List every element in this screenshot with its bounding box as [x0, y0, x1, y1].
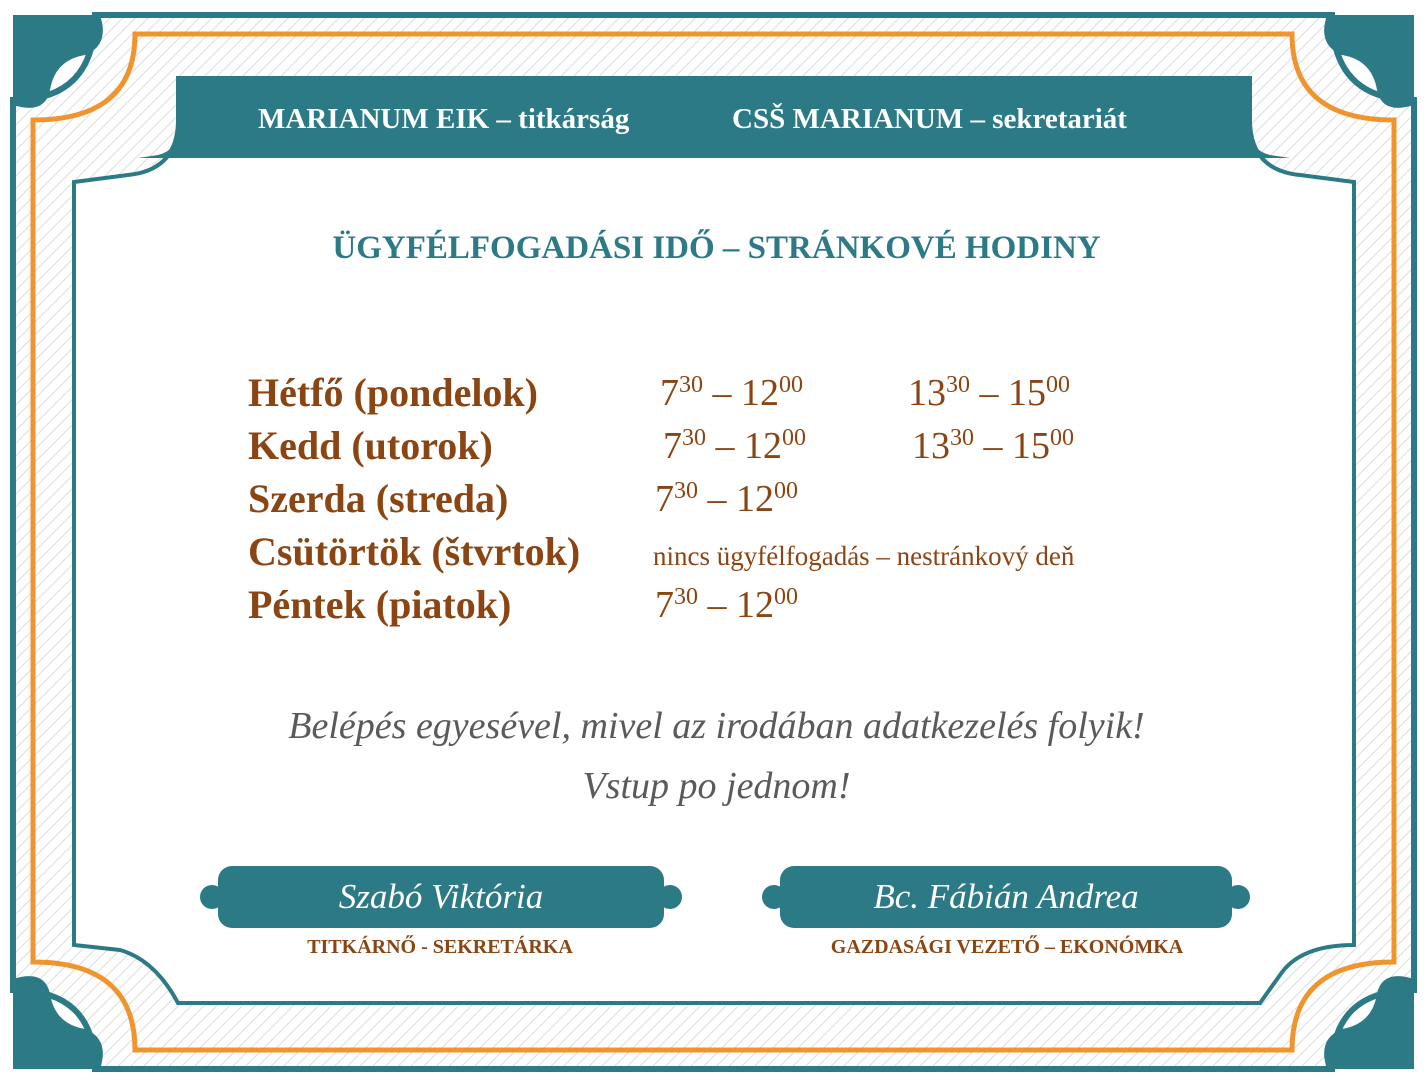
day-label: Kedd (utorok) [248, 423, 493, 468]
contact-name-economist: Bc. Fábián Andrea [873, 877, 1139, 916]
time-range-morning: $7^{30} - 12^{00}$ [660, 372, 803, 414]
contact-role-secretary: TITKÁRNŐ - SEKRETÁRKA [307, 936, 573, 958]
day-label: Hétfő (pondelok) [248, 370, 538, 415]
header-left-title: MARIANUM EIK – titkárság [258, 103, 630, 135]
time-range-morning: $7^{30} - 12^{00}$ [655, 478, 798, 520]
day-label: Csütörtök (štvrtok) [248, 529, 581, 574]
contact-name-secretary: Szabó Viktória [338, 877, 544, 916]
schedule-row-tuesday [0, 419, 1427, 473]
schedule-row-thursday [0, 525, 1427, 579]
contact-role-economist: GAZDASÁGI VEZETŐ – EKONÓMKA [830, 936, 1184, 958]
page-title: ÜGYFÉLFOGADÁSI IDŐ – STRÁNKOVÉ HODINY [332, 230, 1101, 266]
schedule-row-friday [0, 578, 1427, 632]
time-range-morning: $7^{30} - 12^{00}$ [655, 584, 798, 626]
time-range-afternoon: $13^{30} - 15^{00}$ [912, 425, 1074, 467]
notice-line-slovak: Vstup po jednom! [582, 765, 851, 807]
notice-line-hungarian: Belépés egyesével, mivel az irodában adatkezelés folyik! [288, 705, 1145, 747]
schedule-row-wednesday [0, 472, 1427, 526]
day-label: Szerda (streda) [248, 476, 509, 521]
closed-note: nincs ügyfélfogadás – nestránkový deň [653, 541, 1075, 571]
time-range-afternoon: $13^{30} - 15^{00}$ [908, 372, 1070, 414]
day-label: Péntek (piatok) [248, 582, 512, 627]
schedule-row-monday [0, 366, 1427, 420]
time-range-morning: $7^{30} - 12^{00}$ [663, 425, 806, 467]
header-right-title: CSŠ MARIANUM – sekretariát [732, 103, 1127, 135]
